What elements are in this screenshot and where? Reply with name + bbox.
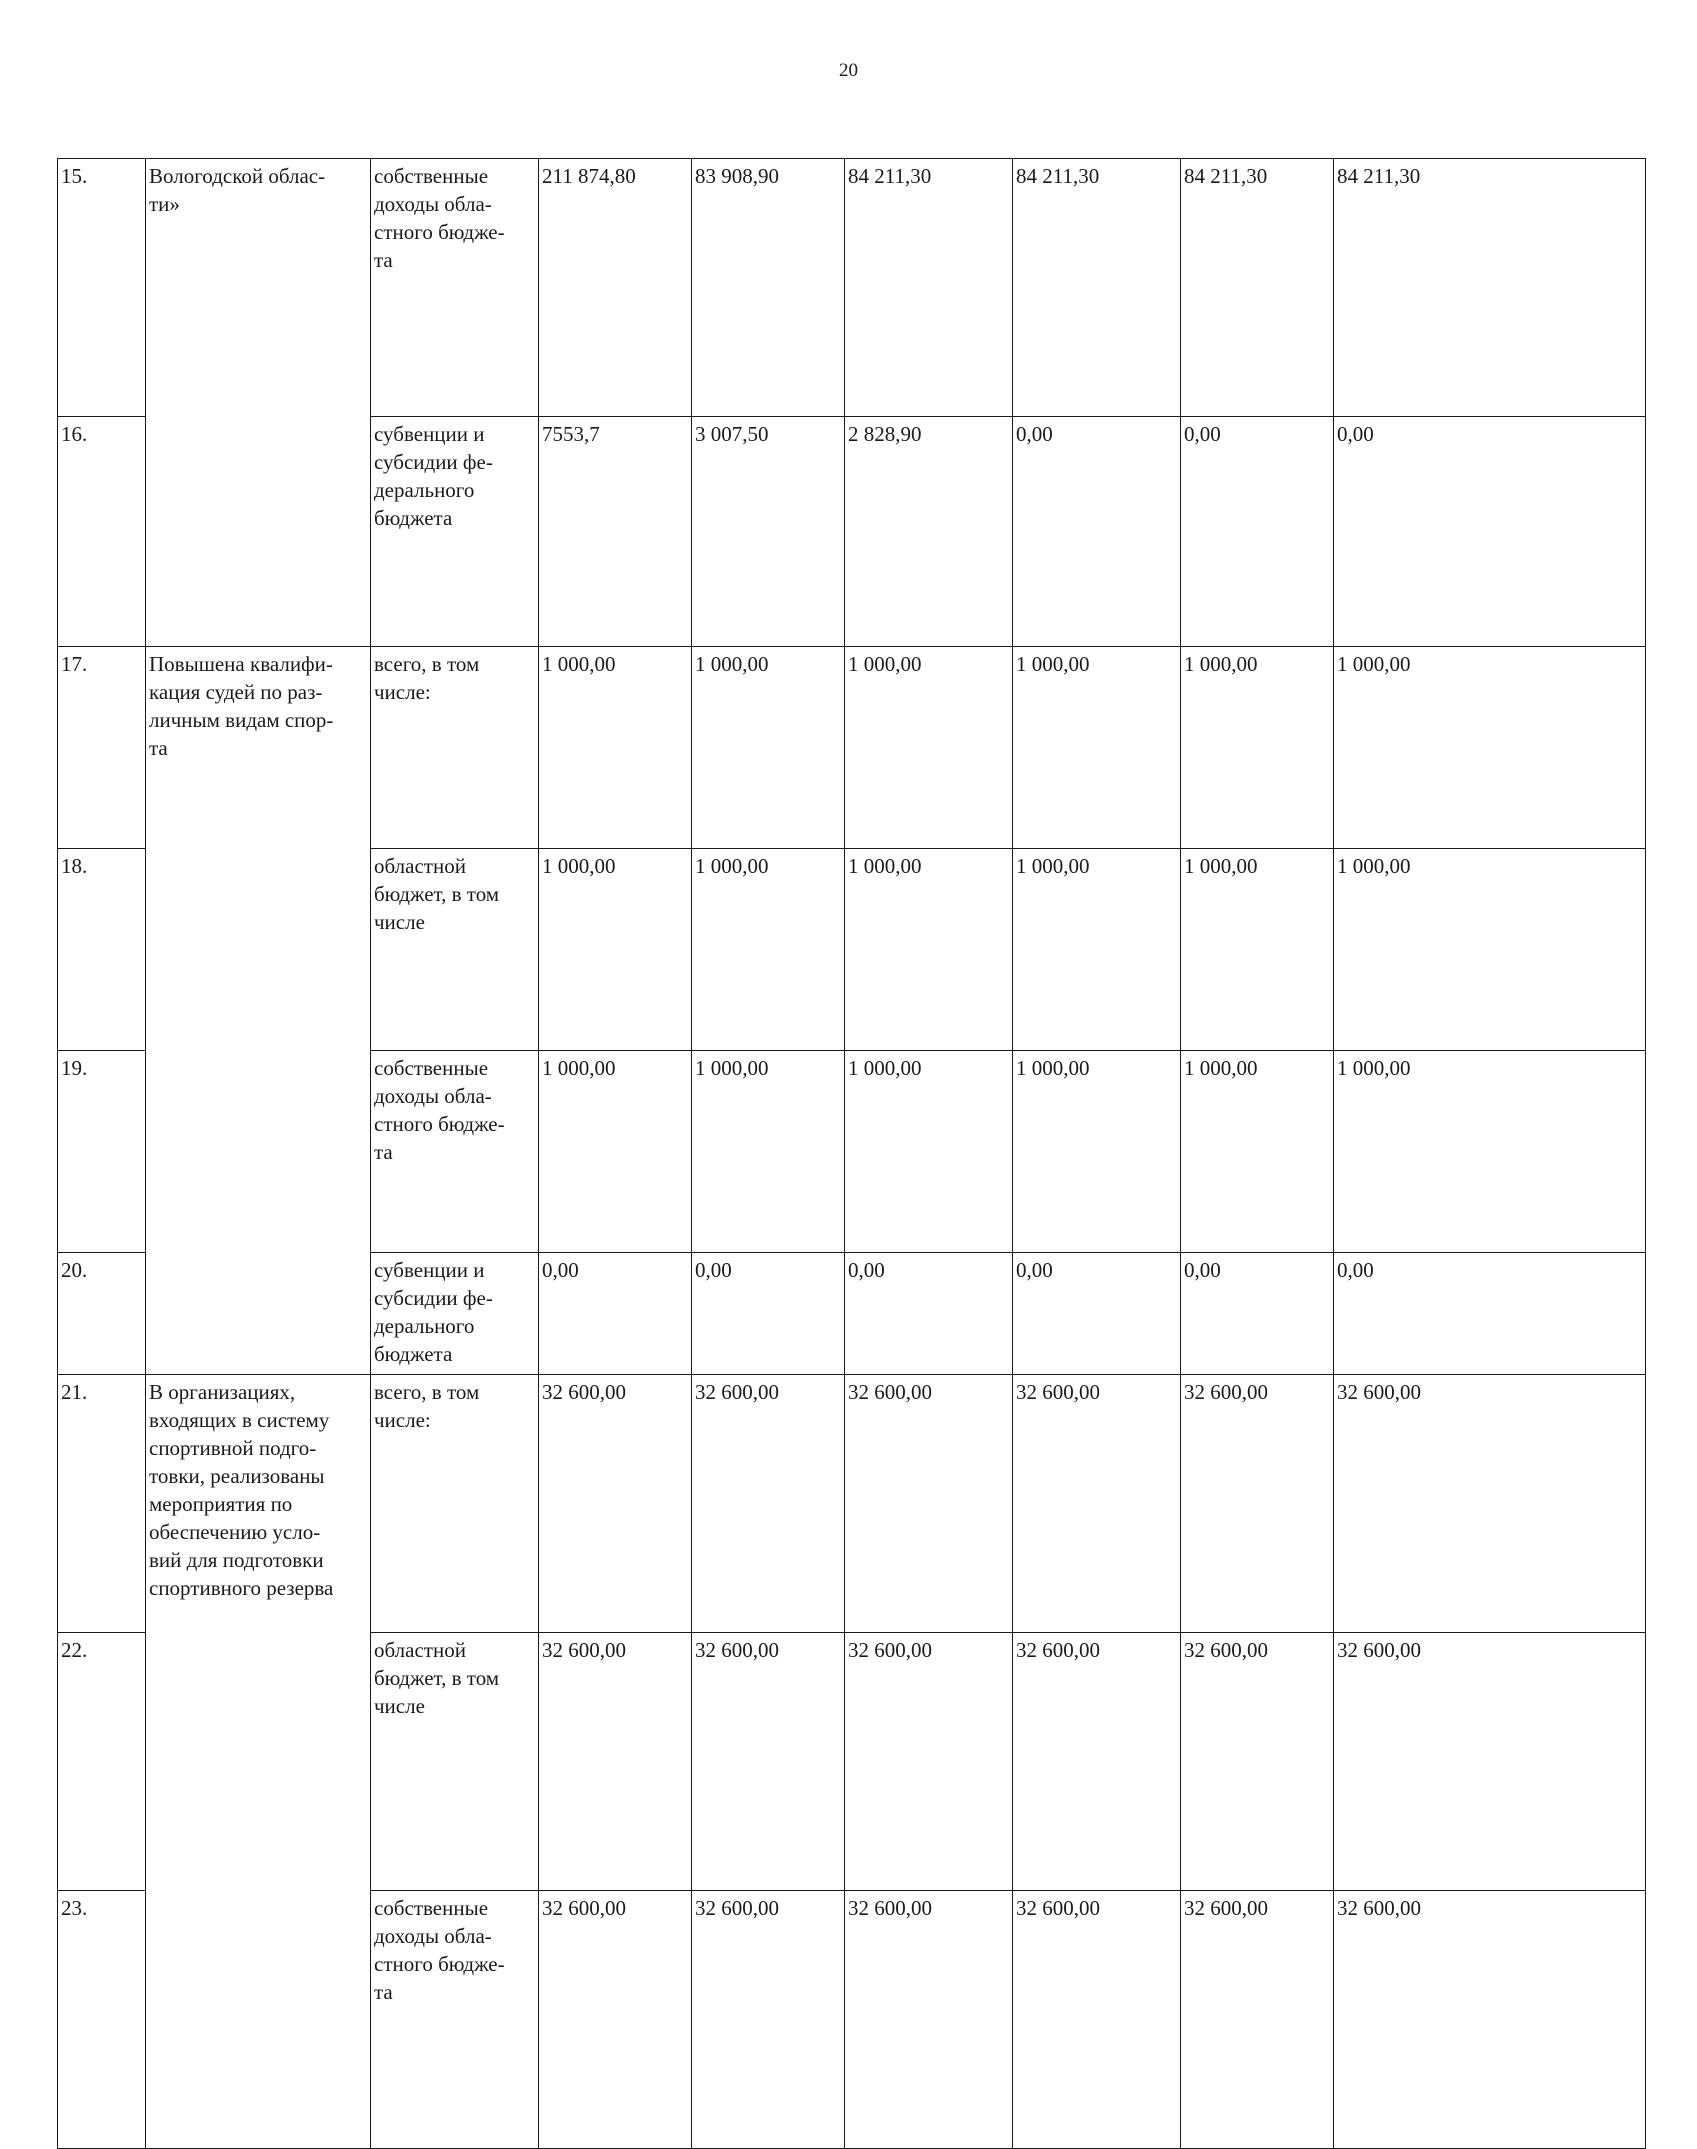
table-row	[58, 1375, 1646, 1633]
year-value: 1 000,00	[539, 1051, 692, 1253]
table-row	[58, 647, 1646, 849]
year-value: 1 000,00	[1334, 647, 1646, 849]
year-value: 1 000,00	[1013, 1051, 1181, 1253]
year-value: 1 000,00	[845, 647, 1013, 849]
funding-source: всего, в том числе:	[371, 647, 539, 849]
year-value: 32 600,00	[845, 1633, 1013, 1891]
year-value: 1 000,00	[692, 849, 845, 1051]
row-number: 20.	[58, 1253, 146, 1375]
year-value: 32 600,00	[1334, 1375, 1646, 1633]
activity-description: Повышена квалифи- кация судей по раз- личным видам спор- та	[146, 647, 371, 1375]
year-value: 32 600,00	[1013, 1633, 1181, 1891]
year-value: 1 000,00	[845, 1051, 1013, 1253]
year-value: 32 600,00	[692, 1633, 845, 1891]
row-number: 18.	[58, 849, 146, 1051]
year-value: 1 000,00	[1334, 849, 1646, 1051]
year-value: 2 828,90	[845, 417, 1013, 647]
year-value: 0,00	[845, 1253, 1013, 1375]
row-number: 16.	[58, 417, 146, 647]
funding-source: субвенции и субсидии фе- дерального бюджета	[371, 417, 539, 647]
year-value: 32 600,00	[1334, 1633, 1646, 1891]
year-value: 1 000,00	[1181, 647, 1334, 849]
year-value: 32 600,00	[1181, 1375, 1334, 1633]
row-number: 19.	[58, 1051, 146, 1253]
year-value: 84 211,30	[845, 159, 1013, 417]
year-value: 1 000,00	[1013, 849, 1181, 1051]
funding-source: субвенции и субсидии фе- дерального бюджета	[371, 1253, 539, 1375]
year-value: 0,00	[1013, 1253, 1181, 1375]
year-value: 83 908,90	[692, 159, 845, 417]
year-value: 1 000,00	[1181, 849, 1334, 1051]
year-value: 0,00	[1181, 417, 1334, 647]
year-value: 0,00	[1334, 417, 1646, 647]
year-value: 32 600,00	[539, 1891, 692, 2149]
year-value: 1 000,00	[539, 849, 692, 1051]
row-number: 15.	[58, 159, 146, 417]
year-value: 0,00	[1334, 1253, 1646, 1375]
table-row	[58, 159, 1646, 417]
year-value: 32 600,00	[692, 1891, 845, 2149]
year-value: 3 007,50	[692, 417, 845, 647]
funding-source: всего, в том числе:	[371, 1375, 539, 1633]
year-value: 32 600,00	[539, 1375, 692, 1633]
year-value: 1 000,00	[692, 1051, 845, 1253]
year-value: 1 000,00	[1013, 647, 1181, 849]
year-value: 32 600,00	[845, 1891, 1013, 2149]
year-value: 32 600,00	[1181, 1633, 1334, 1891]
year-value: 1 000,00	[1334, 1051, 1646, 1253]
year-value: 0,00	[1181, 1253, 1334, 1375]
year-value: 7553,7	[539, 417, 692, 647]
row-number: 22.	[58, 1633, 146, 1891]
year-value: 84 211,30	[1181, 159, 1334, 417]
funding-source: областной бюджет, в том числе	[371, 849, 539, 1051]
year-value: 0,00	[539, 1253, 692, 1375]
year-value: 32 600,00	[1181, 1891, 1334, 2149]
year-value: 32 600,00	[1334, 1891, 1646, 2149]
row-number: 23.	[58, 1891, 146, 2149]
year-value: 32 600,00	[845, 1375, 1013, 1633]
funding-source: собственные доходы обла- стного бюдже- та	[371, 1891, 539, 2149]
funding-source: областной бюджет, в том числе	[371, 1633, 539, 1891]
row-number: 21.	[58, 1375, 146, 1633]
year-value: 0,00	[1013, 417, 1181, 647]
budget-table	[57, 158, 1646, 2149]
funding-source: собственные доходы обла- стного бюдже- та	[371, 1051, 539, 1253]
year-value: 211 874,80	[539, 159, 692, 417]
year-value: 1 000,00	[845, 849, 1013, 1051]
year-value: 32 600,00	[539, 1633, 692, 1891]
funding-source: собственные доходы обла- стного бюдже- та	[371, 159, 539, 417]
year-value: 84 211,30	[1334, 159, 1646, 417]
year-value: 32 600,00	[1013, 1375, 1181, 1633]
year-value: 32 600,00	[692, 1375, 845, 1633]
row-number: 17.	[58, 647, 146, 849]
year-value: 1 000,00	[692, 647, 845, 849]
page-number: 20	[839, 60, 858, 81]
year-value: 0,00	[692, 1253, 845, 1375]
year-value: 32 600,00	[1013, 1891, 1181, 2149]
activity-description: Вологодской облас- ти»	[146, 159, 371, 647]
year-value: 1 000,00	[1181, 1051, 1334, 1253]
year-value: 84 211,30	[1013, 159, 1181, 417]
activity-description: В организациях, входящих в систему спортивной подго- товки, реализованы мероприятия по обеспечению усло- вий для подготовки спортивного резерва	[146, 1375, 371, 2149]
year-value: 1 000,00	[539, 647, 692, 849]
